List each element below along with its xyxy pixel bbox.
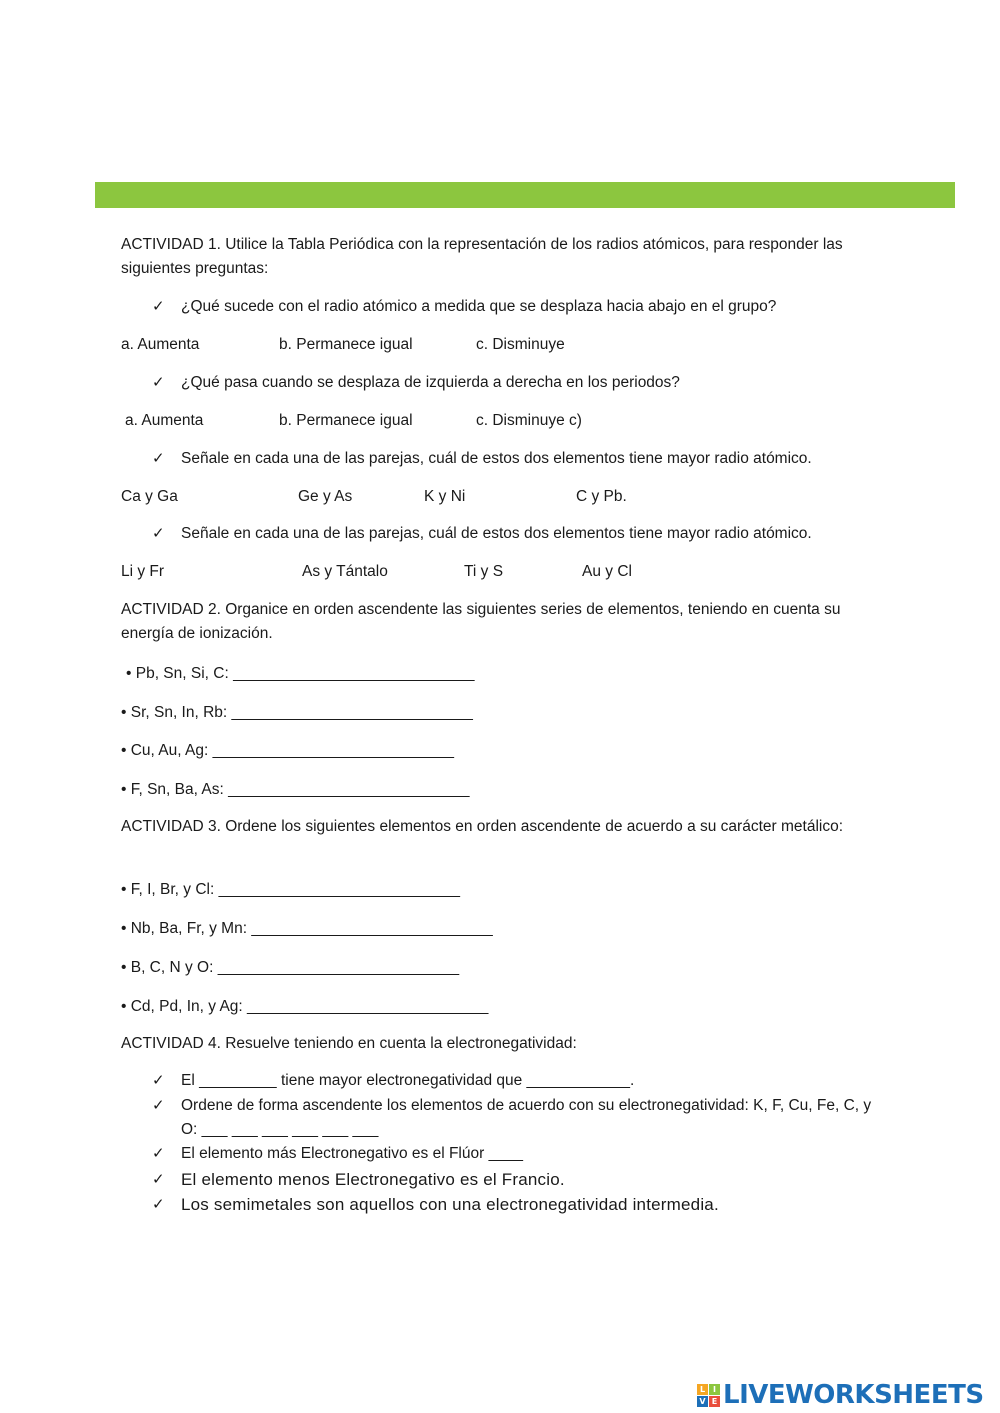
answer-line[interactable]: • F, I, Br, y Cl: ____________________________ bbox=[121, 881, 460, 898]
activity-3-intro: ACTIVIDAD 3. Ordene los siguientes elementos en orden ascendente de acuerdo a su carácter metálico: bbox=[121, 818, 844, 835]
electronegativity-item[interactable]: Los semimetales son aquellos con una electronegatividad intermedia. bbox=[181, 1195, 719, 1214]
option-c[interactable]: c. Disminuye bbox=[476, 336, 565, 353]
answer-line[interactable]: • Cd, Pd, In, y Ag: ____________________________ bbox=[121, 998, 489, 1015]
electronegativity-item[interactable]: El elemento menos Electronegativo es el Francio. bbox=[181, 1170, 565, 1189]
option-c[interactable]: c. Disminuye c) bbox=[476, 412, 582, 429]
answer-line[interactable]: • F, Sn, Ba, As: ____________________________ bbox=[121, 781, 470, 798]
answer-line[interactable]: • Sr, Sn, In, Rb: ____________________________ bbox=[121, 704, 473, 721]
activity-1-question-3: Señale en cada una de las parejas, cuál de estos dos elementos tiene mayor radio atómico. bbox=[181, 450, 812, 467]
check-icon: ✓ bbox=[152, 1196, 165, 1213]
electronegativity-item[interactable]: El elemento más Electronegativo es el Flúor ____ bbox=[181, 1145, 524, 1162]
check-icon: ✓ bbox=[152, 450, 165, 467]
check-icon: ✓ bbox=[152, 1097, 165, 1114]
check-icon: ✓ bbox=[152, 1072, 165, 1089]
activity-4-intro: ACTIVIDAD 4. Resuelve teniendo en cuenta la electronegatividad: bbox=[121, 1035, 577, 1052]
check-icon: ✓ bbox=[152, 525, 165, 542]
element-pair[interactable]: Ge y As bbox=[298, 488, 353, 505]
electronegativity-item[interactable]: El _________ tiene mayor electronegatividad que ____________. bbox=[181, 1072, 635, 1089]
check-icon: ✓ bbox=[152, 298, 165, 315]
electronegativity-item[interactable]: Ordene de forma ascendente los elementos de acuerdo con su electronegatividad: K, F, Cu, Fe, C, y O: ___ ___ ___ ___ ___ ___ bbox=[181, 1097, 872, 1138]
option-b[interactable]: b. Permanece igual bbox=[279, 412, 413, 429]
element-pair[interactable]: C y Pb. bbox=[576, 488, 627, 505]
check-icon: ✓ bbox=[152, 1145, 165, 1162]
element-pair[interactable]: Li y Fr bbox=[121, 563, 165, 580]
activity-1-question-2: ¿Qué pasa cuando se desplaza de izquierda a derecha en los periodos? bbox=[181, 374, 680, 391]
logo-mark-icon: L I V E bbox=[697, 1384, 720, 1407]
logo-text: LIVEWORKSHEETS bbox=[723, 1380, 984, 1410]
activity-1-question-4: Señale en cada una de las parejas, cuál de estos dos elementos tiene mayor radio atómico. bbox=[181, 525, 812, 542]
header-accent-bar bbox=[95, 182, 955, 208]
answer-line[interactable]: • Pb, Sn, Si, C: ____________________________ bbox=[126, 665, 475, 682]
check-icon: ✓ bbox=[152, 374, 165, 391]
option-b[interactable]: b. Permanece igual bbox=[279, 336, 413, 353]
option-a[interactable]: a. Aumenta bbox=[125, 412, 204, 429]
answer-line[interactable]: • Cu, Au, Ag: ____________________________ bbox=[121, 742, 454, 759]
activity-2-intro: ACTIVIDAD 2. Organice en orden ascendente las siguientes series de elementos, teniendo en cuenta su energía de ionización. bbox=[121, 601, 841, 642]
element-pair[interactable]: K y Ni bbox=[424, 488, 466, 505]
element-pair[interactable]: As y Tántalo bbox=[302, 563, 388, 580]
liveworksheets-logo bbox=[697, 1378, 984, 1412]
check-icon: ✓ bbox=[152, 1171, 165, 1188]
option-a[interactable]: a. Aumenta bbox=[121, 336, 200, 353]
answer-line[interactable]: • Nb, Ba, Fr, y Mn: ____________________________ bbox=[121, 920, 493, 937]
answer-line[interactable]: • B, C, N y O: ____________________________ bbox=[121, 959, 460, 976]
activity-1-question-1: ¿Qué sucede con el radio atómico a medida que se desplaza hacia abajo en el grupo? bbox=[181, 298, 777, 315]
element-pair[interactable]: Au y Cl bbox=[582, 563, 632, 580]
activity-1-intro: ACTIVIDAD 1. Utilice la Tabla Periódica con la representación de los radios atómicos, para responder las siguientes preguntas: bbox=[121, 236, 843, 277]
element-pair[interactable]: Ca y Ga bbox=[121, 488, 178, 505]
element-pair[interactable]: Ti y S bbox=[464, 563, 504, 580]
